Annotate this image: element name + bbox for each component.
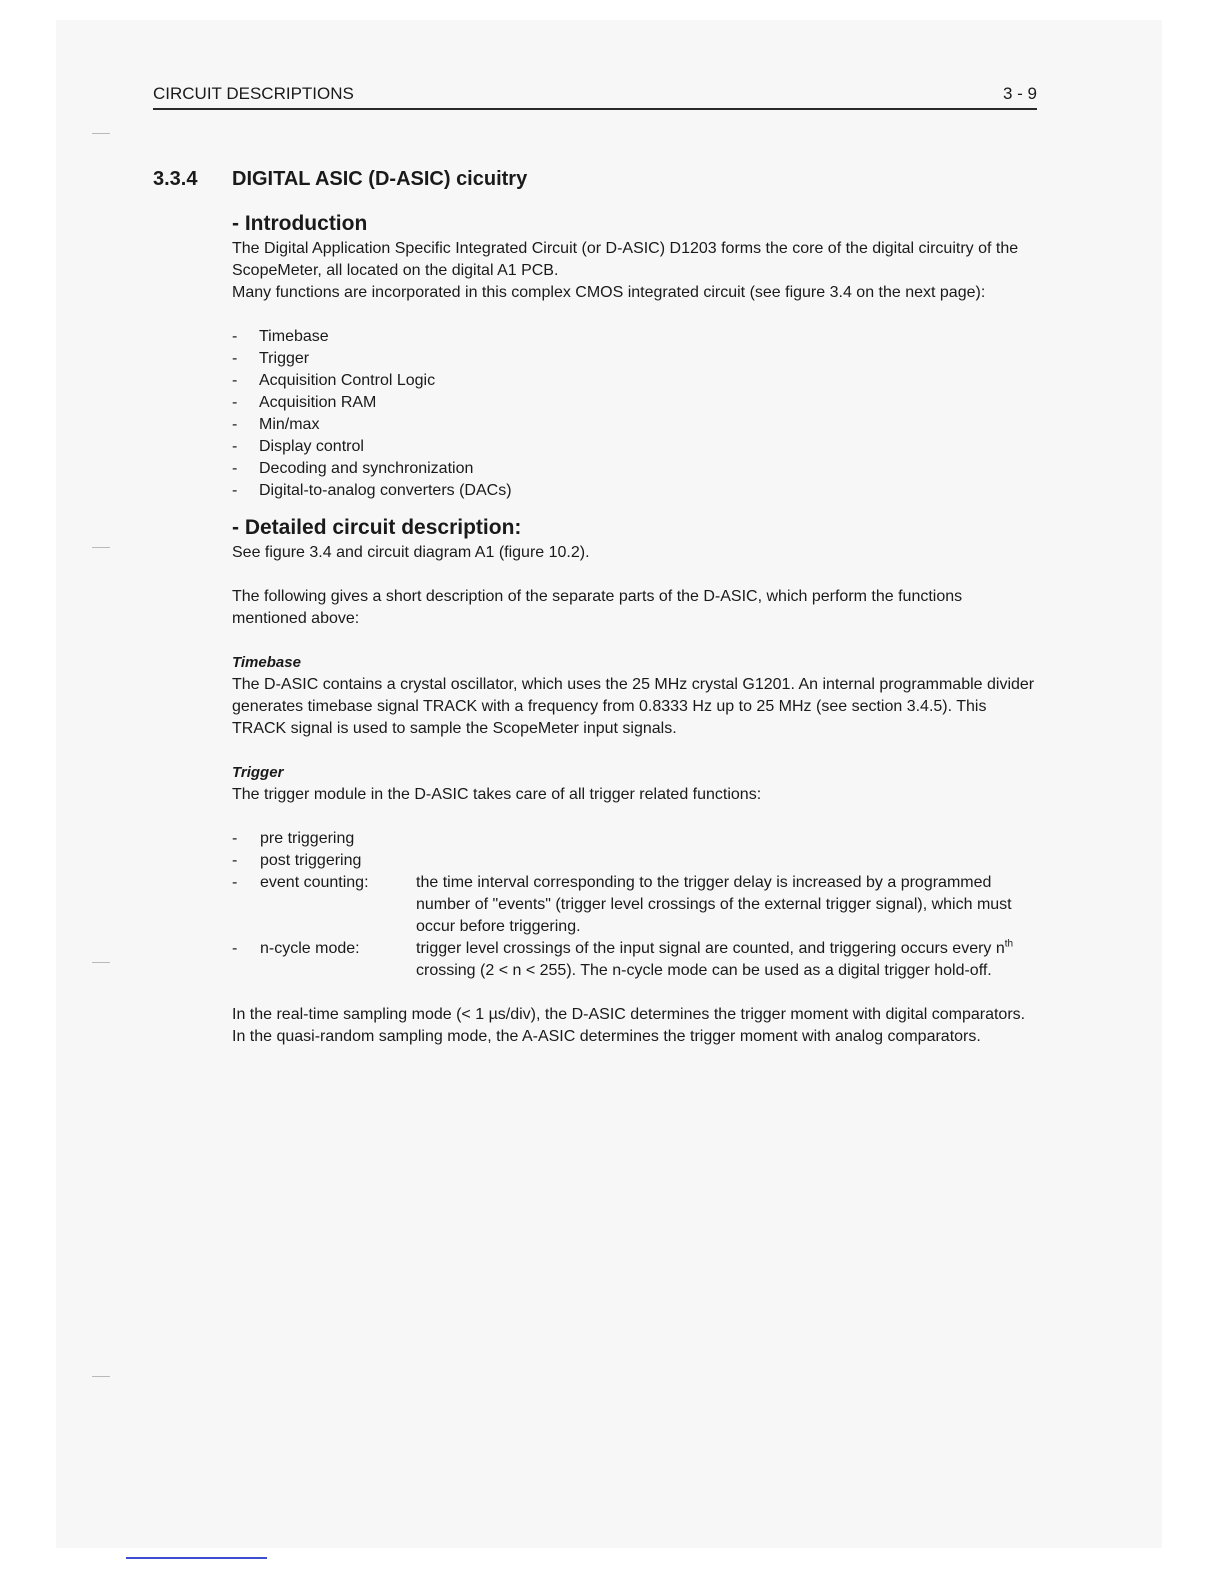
detailed-paragraph: The following gives a short description of the separate parts of the D-ASIC, which perform the functions mentioned above: <box>232 588 963 627</box>
running-header <box>153 84 1037 110</box>
margin-mark <box>92 1376 110 1377</box>
margin-mark <box>92 547 110 548</box>
list-item: - Trigger <box>232 348 1038 370</box>
margin-mark <box>92 133 110 134</box>
trigger-term: n-cycle mode: <box>260 940 360 957</box>
trigger-term: post triggering <box>260 852 362 869</box>
list-item: - Decoding and synchronization <box>232 458 1038 480</box>
list-item: - Display control <box>232 436 1038 458</box>
trigger-desc <box>416 850 1038 872</box>
page-number: 3 - 9 <box>1002 84 1037 103</box>
list-item: - pre triggering <box>232 828 1038 850</box>
list-item: - n-cycle mode: trigger level crossings of the input signal are counted, and triggering occurs every $n^{th}$ crossing (2 < n < 255). The n-cycle mode can be used as a digital trigger hold-off. <box>232 938 1038 982</box>
list-item: - event counting: the time interval corresponding to the trigger delay is increased by a programmed number of "events" (trigger level crossings of the external trigger signal), which must occur before triggering. <box>232 872 1038 938</box>
trigger-closing-paragraph: In the real-time sampling mode (< 1 µs/div), the D-ASIC determines the trigger moment with digital comparators. In the quasi-random sampling mode, the A-ASIC determines the trigger moment with analog comparators. <box>232 1006 1026 1045</box>
list-item: - Digital-to-analog converters (DACs) <box>232 480 1038 502</box>
introduction-paragraph: Many functions are incorporated in this complex CMOS integrated circuit (see figure 3.4 on the next page): <box>232 284 986 301</box>
timebase-paragraph: The D-ASIC contains a crystal oscillator, which uses the 25 MHz crystal G1201. An internal programmable divider generates timebase signal TRACK with a frequency from 0.8333 Hz up to 25 MHz (see section 3.4.5). This TRACK signal is used to sample the ScopeMeter input signals. <box>232 676 1035 737</box>
introduction-heading: - Introduction <box>232 212 368 235</box>
list-item: - Timebase <box>232 326 1038 348</box>
section-number: 3.3.4 <box>153 168 198 190</box>
function-list <box>232 326 1038 502</box>
detailed-paragraph: See figure 3.4 and circuit diagram A1 (figure 10.2). <box>232 544 590 561</box>
ncycle-desc-part: crossing (2 < n < 255). The n-cycle mode can be used as a digital trigger hold-off. <box>416 962 992 979</box>
footnote-rule <box>126 1557 267 1559</box>
introduction-paragraph: The Digital Application Specific Integrated Circuit (or D-ASIC) D1203 forms the core of the digital circuitry of the ScopeMeter, all located on the digital A1 PCB. <box>232 240 1019 279</box>
body-content <box>232 210 1038 1048</box>
list-item: - Acquisition Control Logic <box>232 370 1038 392</box>
section-title: DIGITAL ASIC (D-ASIC) cicuitry <box>232 168 528 190</box>
timebase-title: Timebase <box>232 654 301 671</box>
detailed-description-heading: - Detailed circuit description: <box>232 516 522 539</box>
trigger-paragraph: The trigger module in the D-ASIC takes care of all trigger related functions: <box>232 786 762 803</box>
trigger-term: event counting: <box>260 874 369 891</box>
header-chapter-title: CIRCUIT DESCRIPTIONS <box>153 84 354 103</box>
superscript: th <box>1004 938 1014 950</box>
list-item: - Acquisition RAM <box>232 392 1038 414</box>
trigger-desc <box>416 938 1038 982</box>
trigger-function-list <box>232 828 1038 982</box>
trigger-term: pre triggering <box>260 830 355 847</box>
margin-mark <box>92 962 110 963</box>
list-item: - Min/max <box>232 414 1038 436</box>
trigger-desc <box>416 828 1038 850</box>
list-item: - post triggering <box>232 850 1038 872</box>
trigger-desc: the time interval corresponding to the trigger delay is increased by a programmed number of "events" (trigger level crossings of the external trigger signal), which must occur before triggering. <box>416 874 1012 935</box>
ncycle-desc-part: trigger level crossings of the input signal are counted, and triggering occurs every n <box>416 940 1005 957</box>
trigger-title: Trigger <box>232 764 284 781</box>
